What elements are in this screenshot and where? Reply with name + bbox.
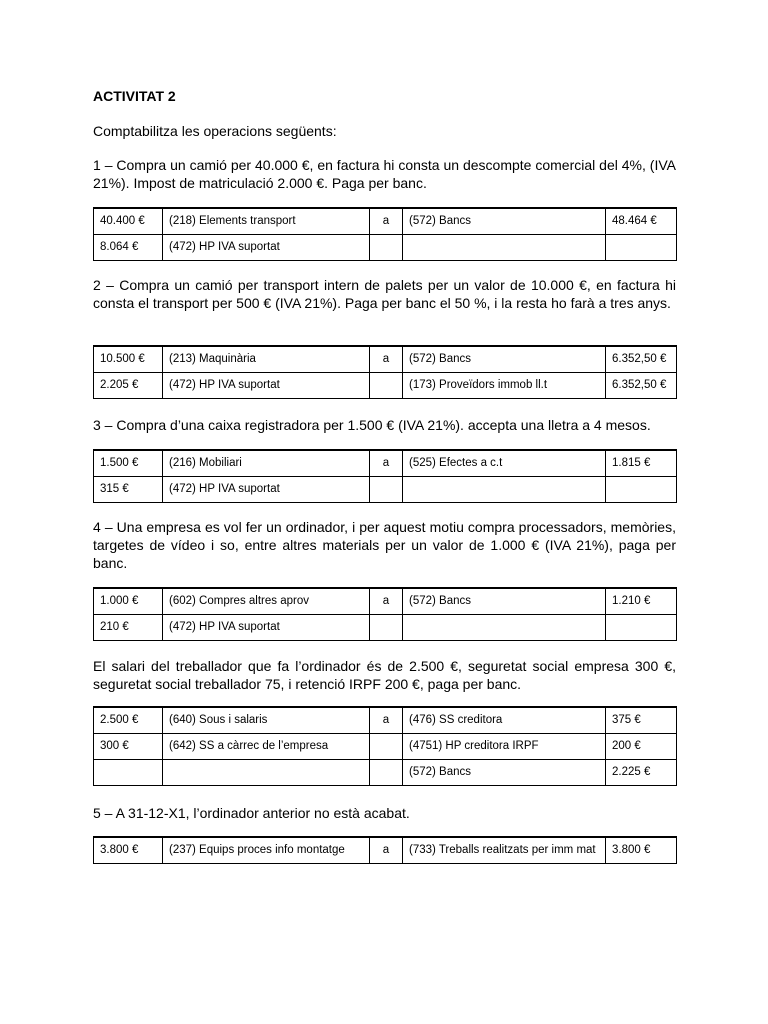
journal-entry-salary xyxy=(93,706,677,786)
debit-amount: 3.800 € xyxy=(94,837,163,864)
debit-account: (642) SS a càrrec de l’empresa xyxy=(163,734,370,760)
entry-separator xyxy=(370,760,403,786)
credit-account: (173) Proveïdors immob ll.t xyxy=(403,373,606,399)
credit-account: (572) Bancs xyxy=(403,208,606,235)
credit-account: (733) Treballs realitzats per imm mat xyxy=(403,837,606,864)
debit-amount xyxy=(94,760,163,786)
entry-separator xyxy=(370,734,403,760)
debit-amount: 2.205 € xyxy=(94,373,163,399)
credit-amount: 375 € xyxy=(606,707,677,734)
credit-account xyxy=(403,615,606,641)
journal-entry-5 xyxy=(93,836,677,864)
entry-separator xyxy=(370,235,403,261)
credit-amount: 200 € xyxy=(606,734,677,760)
credit-amount: 3.800 € xyxy=(606,837,677,864)
credit-amount: 6.352,50 € xyxy=(606,346,677,373)
table-row xyxy=(94,734,677,760)
credit-account: (572) Bancs xyxy=(403,346,606,373)
entry-separator: a xyxy=(370,346,403,373)
operation-5-text: 5 – A 31-12-X1, l’ordinador anterior no està acabat. xyxy=(93,805,410,821)
table-row xyxy=(94,707,677,734)
journal-entry-1 xyxy=(93,207,677,261)
operation-3-text: 3 – Compra d’una caixa registradora per 1.500 € (IVA 21%). accepta una lletra a 4 mesos. xyxy=(93,417,651,433)
table-row xyxy=(94,477,677,503)
table-row xyxy=(94,208,677,235)
debit-account: (640) Sous i salaris xyxy=(163,707,370,734)
entry-separator: a xyxy=(370,208,403,235)
debit-account: (237) Equips proces info montatge xyxy=(163,837,370,864)
credit-account xyxy=(403,477,606,503)
operation-4-text: 4 – Una empresa es vol fer un ordinador, i per aquest motiu compra processadors, memòries, targetes de vídeo i so, entre altres materials per un valor de 1.000 € (IVA 21%), paga per banc. xyxy=(93,519,676,571)
entry-separator xyxy=(370,477,403,503)
debit-amount: 10.500 € xyxy=(94,346,163,373)
debit-amount: 1.500 € xyxy=(94,450,163,477)
credit-amount: 48.464 € xyxy=(606,208,677,235)
debit-account xyxy=(163,760,370,786)
debit-amount: 315 € xyxy=(94,477,163,503)
entry-separator: a xyxy=(370,450,403,477)
table-row xyxy=(94,837,677,864)
debit-account: (472) HP IVA suportat xyxy=(163,373,370,399)
table-row xyxy=(94,615,677,641)
debit-amount: 300 € xyxy=(94,734,163,760)
credit-account xyxy=(403,235,606,261)
debit-amount: 2.500 € xyxy=(94,707,163,734)
credit-amount xyxy=(606,477,677,503)
entry-separator xyxy=(370,373,403,399)
table-row xyxy=(94,373,677,399)
debit-account: (602) Compres altres aprov xyxy=(163,588,370,615)
credit-account: (572) Bancs xyxy=(403,588,606,615)
credit-amount xyxy=(606,615,677,641)
operation-2-text: 2 – Compra un camió per transport intern de palets per un valor de 10.000 €, en factura hi consta el transport per 500 € (IVA 21%). Paga per banc el 50 %, i la resta ho farà a tres anys. xyxy=(93,277,676,311)
debit-account: (472) HP IVA suportat xyxy=(163,477,370,503)
entry-separator xyxy=(370,615,403,641)
credit-amount xyxy=(606,235,677,261)
table-row xyxy=(94,346,677,373)
debit-account: (213) Maquinària xyxy=(163,346,370,373)
debit-account: (218) Elements transport xyxy=(163,208,370,235)
table-row xyxy=(94,760,677,786)
entry-separator: a xyxy=(370,588,403,615)
journal-entry-3 xyxy=(93,449,677,503)
document-title: ACTIVITAT 2 xyxy=(93,88,176,104)
debit-amount: 8.064 € xyxy=(94,235,163,261)
table-row xyxy=(94,450,677,477)
credit-account: (572) Bancs xyxy=(403,760,606,786)
entry-separator: a xyxy=(370,707,403,734)
credit-amount: 2.225 € xyxy=(606,760,677,786)
table-row xyxy=(94,235,677,261)
journal-entry-2 xyxy=(93,345,677,399)
journal-entry-4 xyxy=(93,587,677,641)
table-row xyxy=(94,588,677,615)
credit-account: (4751) HP creditora IRPF xyxy=(403,734,606,760)
credit-amount: 6.352,50 € xyxy=(606,373,677,399)
credit-amount: 1.210 € xyxy=(606,588,677,615)
salary-operation-text: El salari del treballador que fa l’ordinador és de 2.500 €, seguretat social empresa 300 €, seguretat social treballador 75, i retenció IRPF 200 €, paga per banc. xyxy=(93,658,676,692)
operation-1-text: 1 – Compra un camió per 40.000 €, en factura hi consta un descompte comercial del 4%, (IVA 21%). Impost de matriculació 2.000 €. Paga per banc. xyxy=(93,157,676,191)
credit-account: (476) SS creditora xyxy=(403,707,606,734)
debit-amount: 210 € xyxy=(94,615,163,641)
debit-amount: 40.400 € xyxy=(94,208,163,235)
debit-account: (472) HP IVA suportat xyxy=(163,615,370,641)
debit-account: (472) HP IVA suportat xyxy=(163,235,370,261)
debit-amount: 1.000 € xyxy=(94,588,163,615)
credit-amount: 1.815 € xyxy=(606,450,677,477)
credit-account: (525) Efectes a c.t xyxy=(403,450,606,477)
entry-separator: a xyxy=(370,837,403,864)
debit-account: (216) Mobiliari xyxy=(163,450,370,477)
document-intro: Comptabilitza les operacions següents: xyxy=(93,123,337,139)
